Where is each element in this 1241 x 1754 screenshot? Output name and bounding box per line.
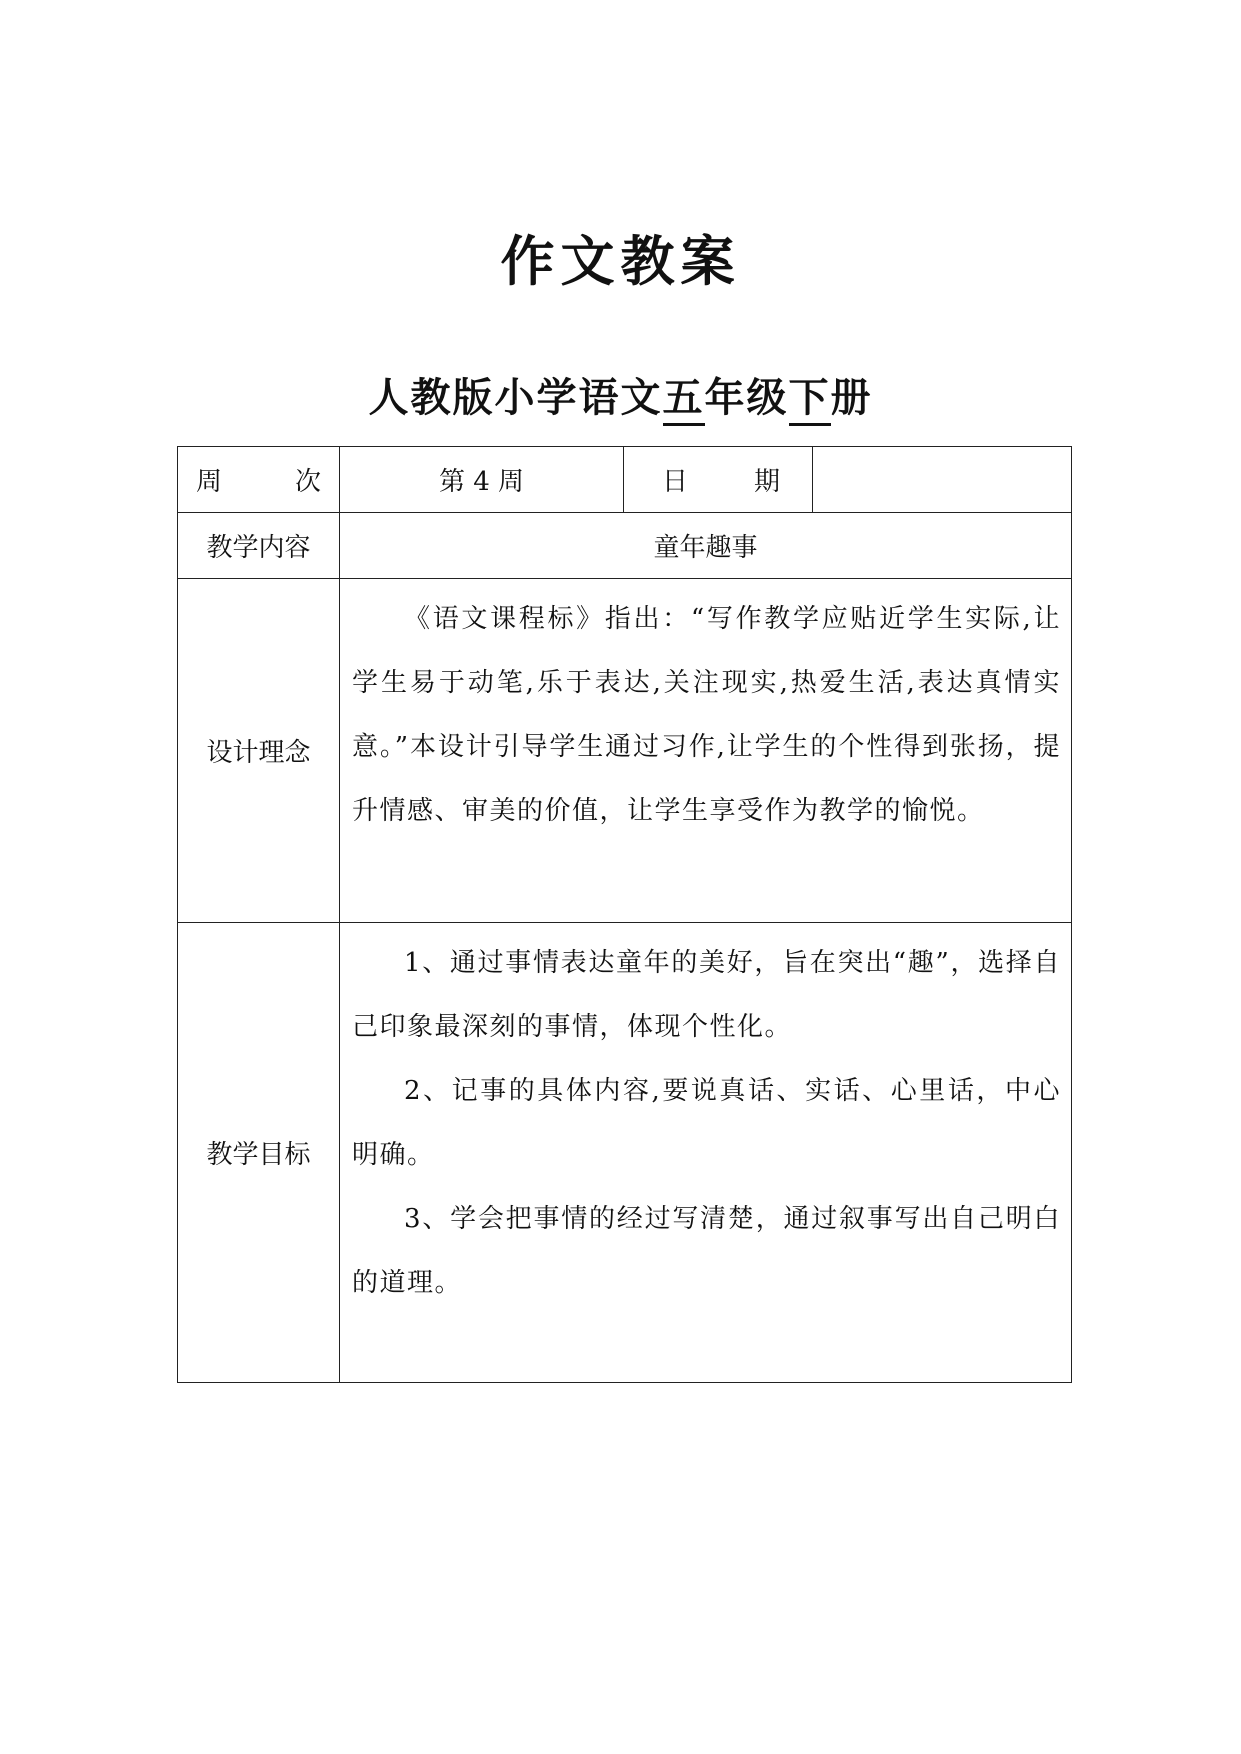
lesson-plan-table bbox=[177, 446, 1072, 1383]
document-subtitle bbox=[0, 374, 1241, 422]
table-row-week bbox=[178, 447, 1072, 513]
subtitle-part-2: 年级 bbox=[704, 375, 789, 421]
subtitle-grade: 五 bbox=[663, 375, 705, 426]
document-title: 作文教案 bbox=[500, 230, 741, 293]
goals-label: 教学目标 bbox=[178, 923, 340, 1383]
date-label-char-1: 日 bbox=[662, 467, 689, 497]
table-row-content bbox=[178, 513, 1072, 579]
date-label-cell bbox=[624, 447, 813, 513]
date-value bbox=[813, 447, 1072, 513]
concept-label: 设计理念 bbox=[178, 579, 340, 923]
content-label: 教学内容 bbox=[178, 513, 340, 579]
week-label-char-2: 次 bbox=[294, 467, 321, 497]
goal-item-3: 3、学会把事情的经过写清楚，通过叙事写出自己明白的道理。 bbox=[352, 1204, 1061, 1298]
goal-item-1: 1、通过事情表达童年的美好，旨在突出“趣”，选择自己印象最深刻的事情，体现个性化。 bbox=[352, 948, 1061, 1042]
goal-item-2: 2、记事的具体内容,要说真话、实话、心里话，中心明确。 bbox=[352, 1076, 1061, 1170]
goals-cell bbox=[340, 923, 1072, 1383]
concept-text: 《语文课程标》指出：“写作教学应贴近学生实际,让学生易于动笔,乐于表达,关注现实,热爱生活,表达真情实意。”本设计引导学生通过习作,让学生的个性得到张扬，提升情感、审美的价值，让学生享受作为教学的愉悦。 bbox=[352, 604, 1061, 826]
subtitle-part-1: 人教版小学语文 bbox=[368, 375, 663, 421]
subtitle-part-3: 册 bbox=[830, 375, 873, 421]
content-value: 童年趣事 bbox=[340, 513, 1072, 579]
week-label-char-1: 周 bbox=[196, 467, 223, 497]
week-value: 第 4 周 bbox=[340, 447, 624, 513]
week-label-cell bbox=[178, 447, 340, 513]
concept-cell bbox=[340, 579, 1072, 923]
table-row-concept bbox=[178, 579, 1072, 923]
subtitle-volume: 下 bbox=[789, 375, 831, 426]
table-row-goals bbox=[178, 923, 1072, 1383]
date-label-char-2: 期 bbox=[753, 467, 780, 497]
